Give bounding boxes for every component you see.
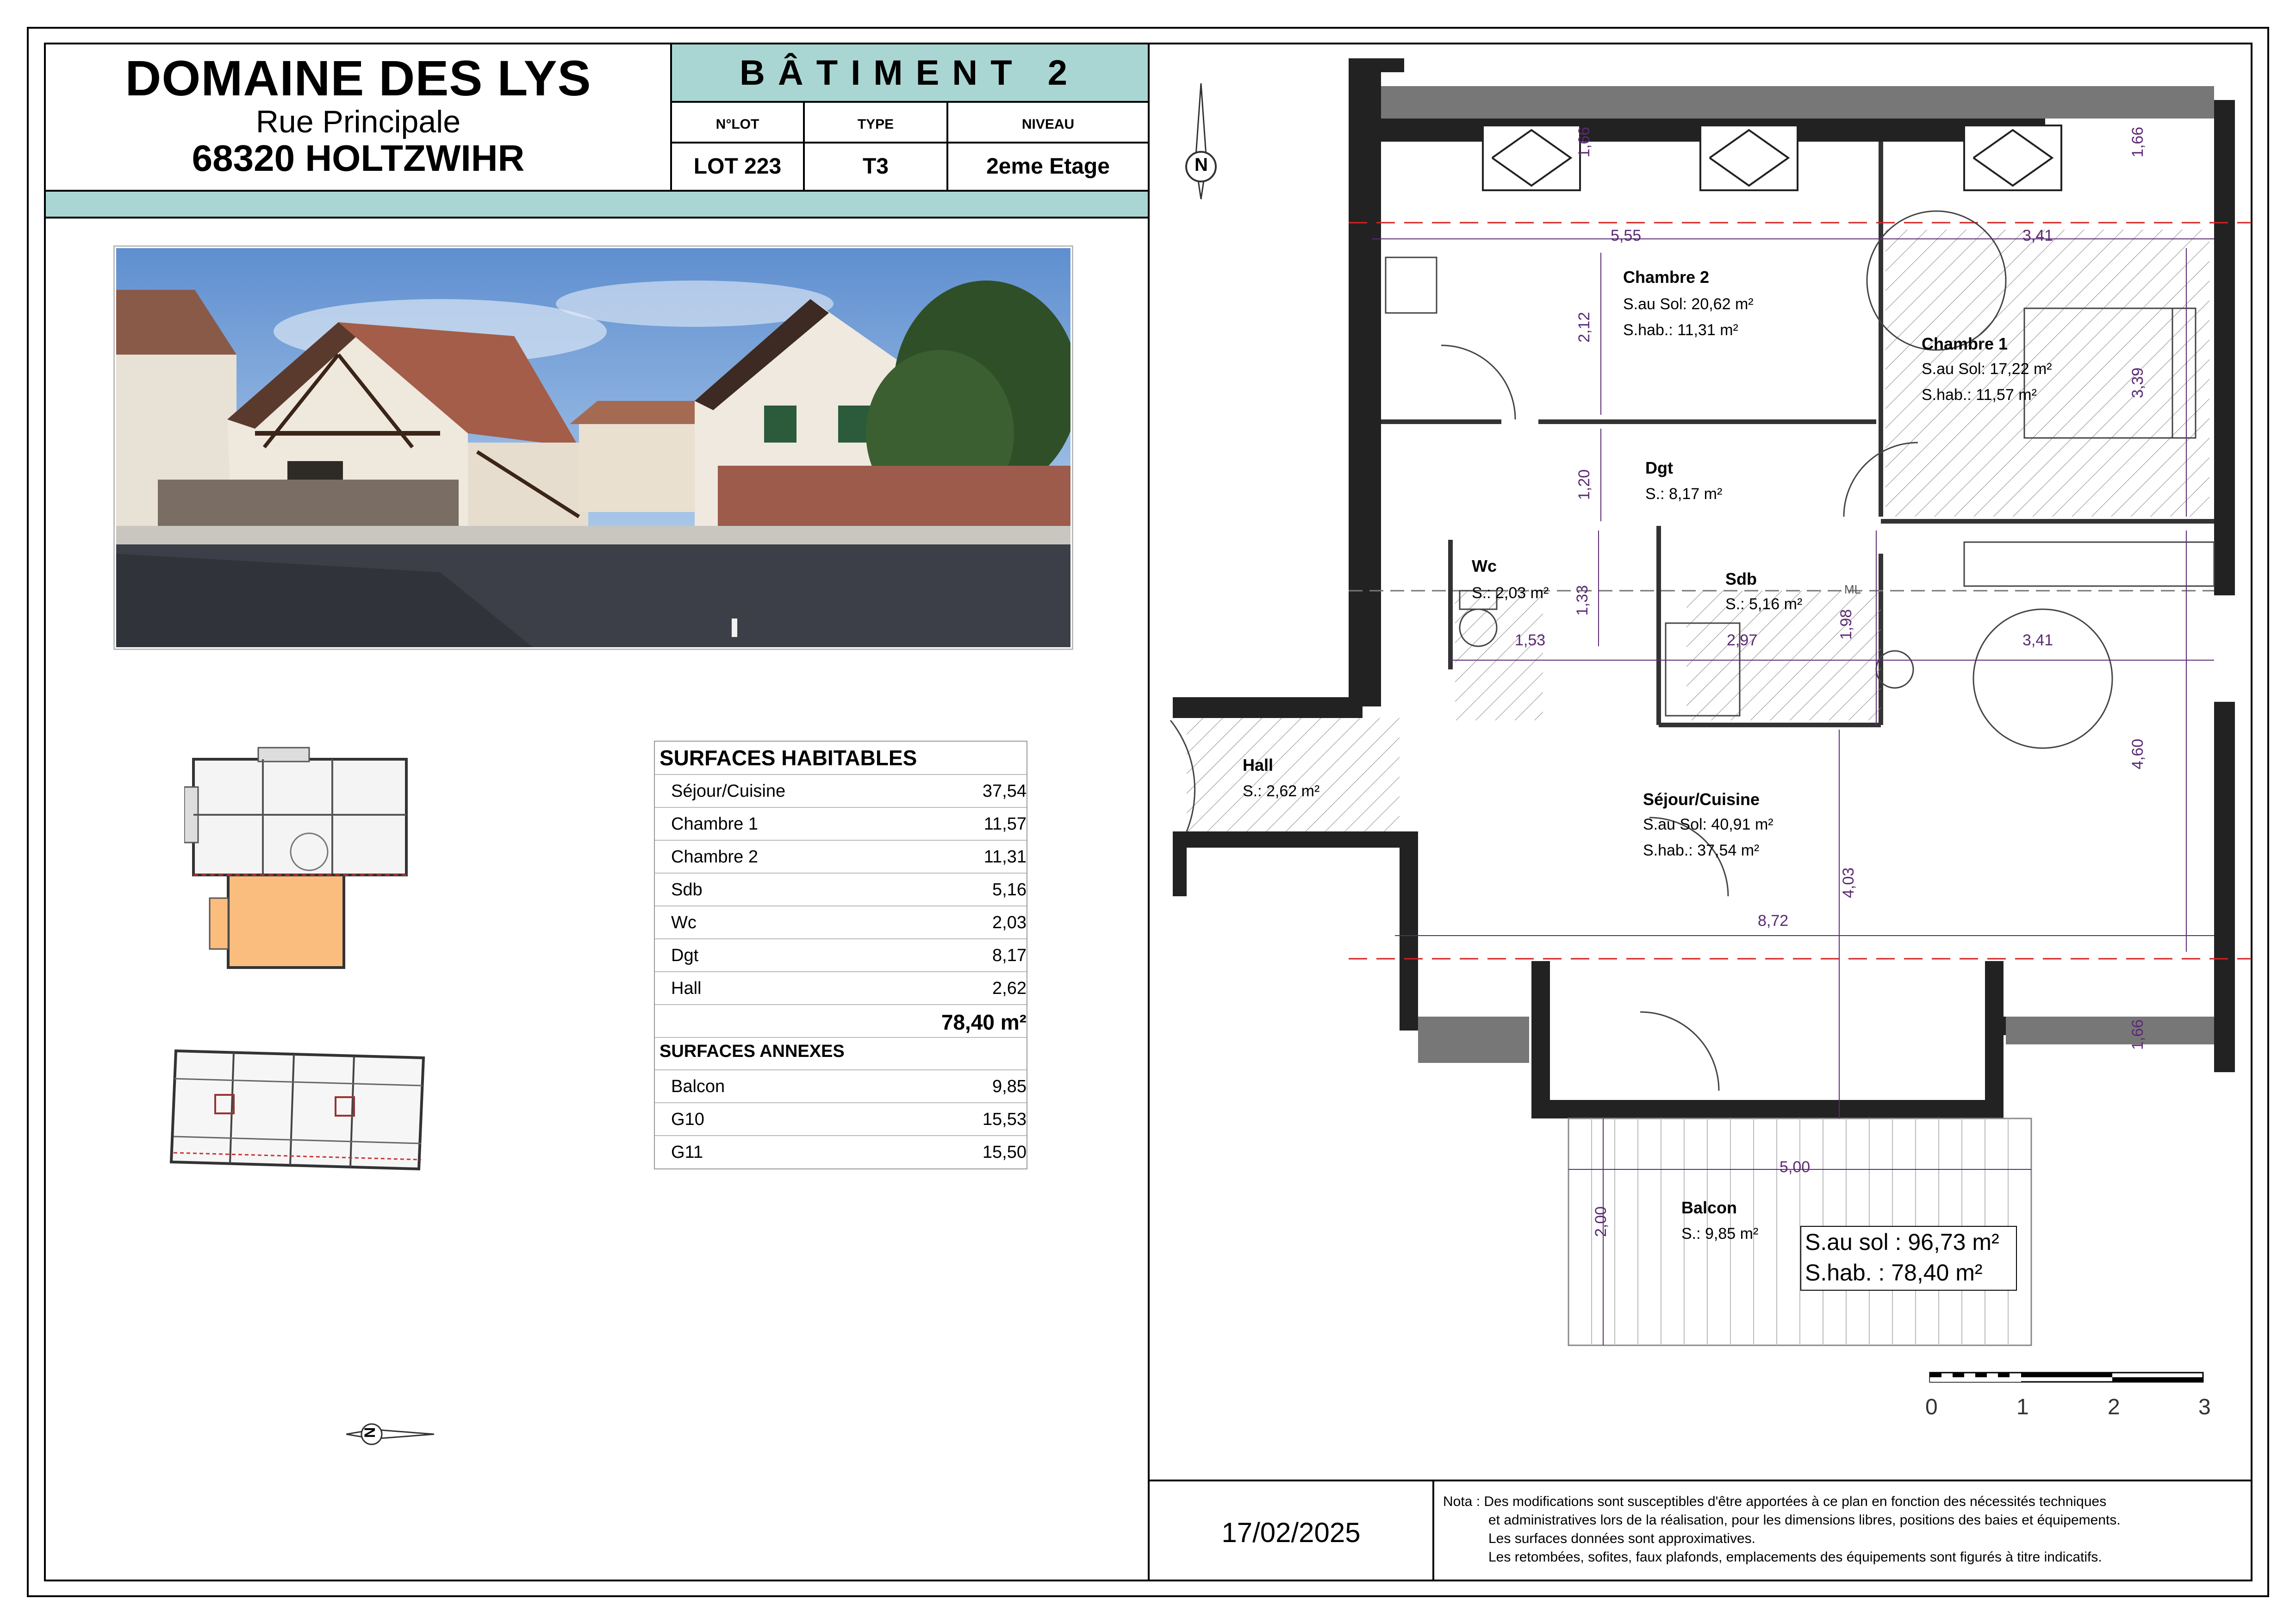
row-label: Balcon: [671, 1077, 725, 1096]
dimension-label: 2,00: [1592, 1206, 1610, 1237]
note-line: Les retombées, sofites, faux plafonds, emplacements des équipements sont figurés à titre indicatifs.: [1488, 1549, 2102, 1565]
building-block-thumbnail: [169, 1044, 428, 1178]
room-wc-name: Wc: [1472, 556, 1497, 575]
compass-arrow-icon: [346, 1420, 434, 1448]
row-label: Chambre 1: [671, 814, 758, 834]
dimension-label: 1,66: [2129, 126, 2147, 157]
room-sejour-sol: S.au Sol: 40,91 m²: [1643, 816, 1773, 833]
project-city: 68320 HOLTZWIHR: [192, 137, 525, 179]
room-balcon-name: Balcon: [1681, 1198, 1737, 1217]
row-label: Chambre 2: [671, 847, 758, 867]
rule: [46, 217, 1148, 219]
small-compass-letter: N: [361, 1427, 379, 1438]
room-hall-name: Hall: [1243, 756, 1274, 775]
note-line: et administratives lors de la réalisation, pour les dimensions libres, positions des baies et équipements.: [1488, 1512, 2121, 1528]
summary-sol: S.au sol : 96,73 m²: [1805, 1229, 1999, 1255]
room-balcon-area: S.: 9,85 m²: [1681, 1225, 1759, 1243]
dimension-label: 5,55: [1611, 227, 1642, 244]
scale-label: 1: [2016, 1395, 2029, 1419]
project-street: Rue Principale: [255, 104, 461, 139]
scale-label: 2: [2108, 1395, 2120, 1419]
niveau-column-header: NIVEAU: [1021, 117, 1075, 132]
table-row: [655, 873, 1027, 906]
rule: [672, 142, 1148, 144]
dimension-label: 1,66: [2129, 1019, 2147, 1050]
room-chambre2-sol: S.au Sol: 20,62 m²: [1623, 295, 1754, 313]
row-label: Séjour/Cuisine: [671, 781, 786, 801]
row-value: 2,62: [992, 979, 1027, 998]
rule: [672, 101, 1148, 103]
total-row: [655, 1004, 1027, 1037]
row-value: 5,16: [992, 880, 1027, 899]
dimension-label: 1,98: [1837, 609, 1855, 640]
row-label: Wc: [671, 913, 697, 932]
plan-date: 17/02/2025: [1221, 1517, 1361, 1548]
project-name: DOMAINE DES LYS: [125, 50, 591, 106]
row-value: 11,31: [983, 847, 1027, 867]
site-plan-thumbnail: [184, 745, 416, 972]
room-chambre1-sol: S.au Sol: 17,22 m²: [1922, 360, 2052, 378]
disclaimer-note: [1443, 1493, 2248, 1567]
dimension-label: 1,20: [1575, 469, 1593, 500]
building-title: BÂTIMENT 2: [740, 53, 1080, 93]
dimension-label: 1,33: [1574, 585, 1591, 616]
dimension-label: 8,72: [1758, 912, 1789, 930]
niveau-value: 2eme Etage: [986, 154, 1110, 179]
row-label: G10: [671, 1110, 704, 1129]
room-chambre2-name: Chambre 2: [1623, 268, 1710, 287]
ml-label: ML: [1844, 582, 1861, 596]
small-compass: [346, 1420, 434, 1448]
project-header: [46, 44, 671, 191]
annexes-header: [655, 1037, 1027, 1069]
table-row: [655, 938, 1027, 971]
dimension-label: 4,60: [2129, 738, 2147, 769]
note-line: Nota : Des modifications sont susceptibles d'être apportées à ce plan en fonction des nécessités techniques: [1443, 1494, 2107, 1509]
room-dgt-area: S.: 8,17 m²: [1645, 485, 1723, 503]
footer-divider: [1432, 1480, 1434, 1581]
dimension-label: 3,39: [2129, 367, 2147, 398]
scale-bar: [1911, 1370, 2211, 1426]
floor-plan: [1150, 44, 2251, 1475]
table-row: [655, 840, 1027, 873]
room-chambre1-hab: S.hab.: 11,57 m²: [1922, 386, 2037, 404]
room-chambre2-hab: S.hab.: 11,31 m²: [1623, 321, 1738, 339]
row-value: 15,50: [982, 1143, 1027, 1162]
room-sdb-area: S.: 5,16 m²: [1725, 595, 1803, 613]
room-wc-area: S.: 2,03 m²: [1472, 584, 1549, 602]
summary-hab: S.hab. : 78,40 m²: [1805, 1260, 1983, 1286]
table-row: [655, 807, 1027, 840]
habitables-title: SURFACES HABITABLES: [660, 746, 917, 770]
lot-column-header: N°LOT: [716, 117, 759, 132]
dimension-label: 5,00: [1780, 1158, 1811, 1176]
row-value: 9,85: [992, 1077, 1027, 1096]
dimension-label: 4,03: [1840, 867, 1857, 898]
scale-label: 0: [1925, 1395, 1938, 1419]
row-value: 2,03: [992, 913, 1027, 932]
dimension-label: 1,53: [1515, 631, 1546, 649]
scale-bar-graphic: [1911, 1370, 2208, 1389]
row-label: Sdb: [671, 880, 703, 899]
room-dgt-name: Dgt: [1645, 458, 1673, 477]
dimension-label: 3,41: [2022, 631, 2053, 649]
building-banner: [672, 44, 1148, 102]
note-line: Les surfaces données sont approximatives.: [1488, 1531, 1755, 1546]
scale-label: 3: [2198, 1395, 2211, 1419]
total-value: 78,40 m²: [941, 1010, 1027, 1034]
dimension-label: 2,12: [1575, 312, 1593, 343]
table-row: [655, 906, 1027, 938]
compass-needle-icon: [1182, 83, 1220, 204]
row-label: Hall: [671, 979, 702, 998]
type-value: T3: [862, 154, 889, 179]
dimension-label: 2,97: [1727, 631, 1758, 649]
lot-value: LOT 223: [693, 154, 782, 179]
row-value: 11,57: [983, 814, 1027, 834]
table-row: [655, 1102, 1027, 1135]
row-label: Dgt: [671, 946, 699, 965]
table-row: [655, 774, 1027, 807]
table-row: [655, 971, 1027, 1004]
teal-strip: [46, 192, 1148, 218]
surfaces-table: [654, 741, 1027, 1169]
row-value: 15,53: [982, 1110, 1027, 1129]
annexes-title: SURFACES ANNEXES: [660, 1042, 845, 1061]
photo-frame: [113, 245, 1073, 650]
row-label: G11: [671, 1143, 703, 1162]
room-hall-area: S.: 2,62 m²: [1243, 782, 1320, 800]
row-value: 8,17: [992, 946, 1027, 965]
dimension-label: 3,41: [2022, 227, 2053, 244]
type-column-header: TYPE: [857, 117, 894, 132]
dimension-label: 1,66: [1575, 126, 1593, 157]
north-compass: [1182, 83, 1220, 204]
room-chambre1-name: Chambre 1: [1922, 334, 2008, 353]
table-row: [655, 1069, 1027, 1102]
compass-letter: N: [1195, 155, 1208, 175]
room-sdb-name: Sdb: [1725, 569, 1757, 588]
street-photo: [116, 248, 1070, 647]
row-value: 37,54: [982, 781, 1027, 801]
surface-summary-box: [1800, 1226, 2017, 1291]
table-row: [655, 1135, 1027, 1168]
room-sejour-hab: S.hab.: 37,54 m²: [1643, 842, 1760, 859]
footer-rule: [1150, 1480, 2251, 1481]
room-sejour-name: Séjour/Cuisine: [1643, 790, 1760, 809]
